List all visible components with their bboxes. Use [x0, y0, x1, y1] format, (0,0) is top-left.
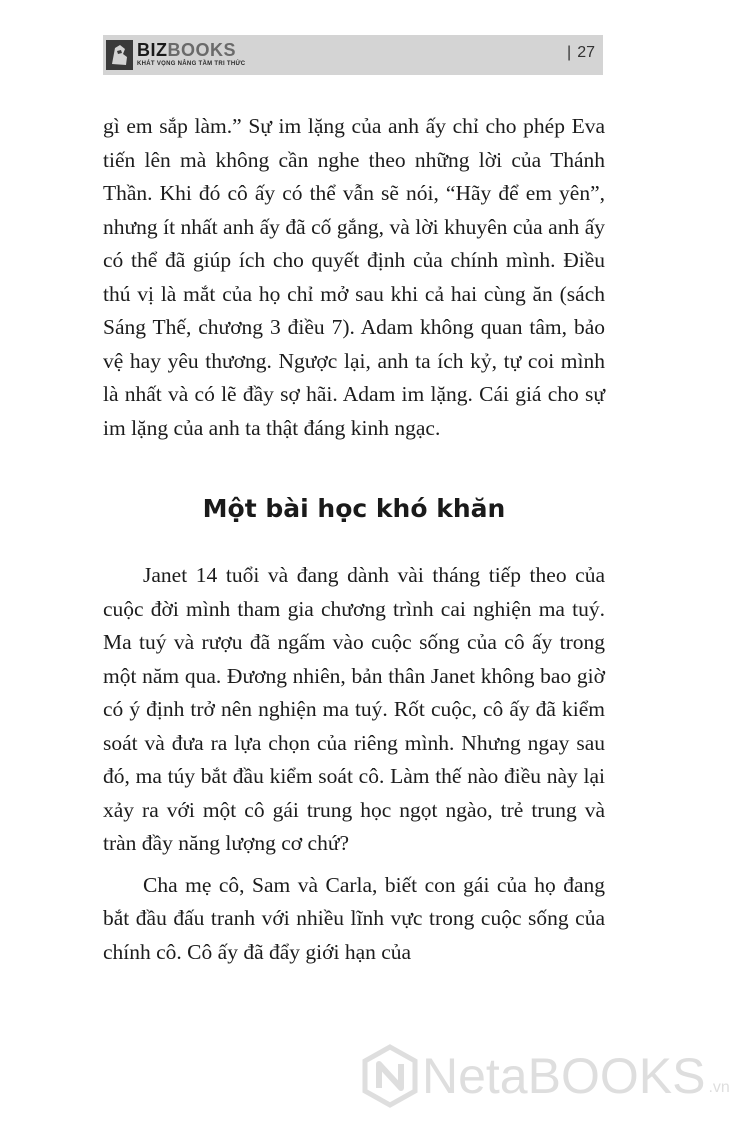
- page-content: [103, 110, 605, 969]
- body-paragraph: Janet 14 tuổi và đang dành vài tháng tiếp theo của cuộc đời mình tham gia chương trình cai nghiện ma tuý. Ma tuý và rượu đã ngấm vào cuộc sống của cô ấy trong một năm qua. Đương nhiên, bản thân Janet không bao giờ có ý định trở nên nghiện ma tuý. Rốt cuộc, cô ấy đã kiểm soát và đưa ra lựa chọn của riêng mình. Nhưng ngay sau đó, ma túy bắt đầu kiểm soát cô. Làm thế nào điều này lại xảy ra với một cô gái trung học ngọt ngào, trẻ trung và tràn đầy năng lượng cơ chứ?: [103, 563, 605, 855]
- neta-logo-icon: [362, 1045, 418, 1107]
- watermark-brand: NetaBOOKS: [422, 1048, 706, 1104]
- watermark-suffix: .vn: [708, 1079, 730, 1096]
- bizbooks-logo-icon: [106, 40, 133, 70]
- page-header: [103, 35, 603, 75]
- logo-books: BOOKS: [167, 40, 237, 60]
- body-paragraph: gì em sắp làm.” Sự im lặng của anh ấy chỉ cho phép Eva tiến lên mà không cần nghe theo những lời của Thánh Thần. Khi đó cô ấy có thể vẫn sẽ nói, “Hãy để em yên”, nhưng ít nhất anh ấy đã cố gắng, và lời khuyên của anh ấy có thể đã giúp ích cho quyết định của chính mình. Điều thú vị là mắt của họ chỉ mở sau khi cả hai cùng ăn (sách Sáng Thế, chương 3 điều 7). Adam không quan tâm, bảo vệ hay yêu thương. Ngược lại, anh ta ích kỷ, tự coi mình là nhất và có lẽ đầy sợ hãi. Adam im lặng. Cái giá cho sự im lặng của anh ta thật đáng kinh ngạc.: [103, 114, 605, 440]
- logo-biz: BIZ: [137, 40, 168, 60]
- page-number-area: [567, 44, 595, 62]
- section-heading: Một bài học khó khăn: [202, 494, 506, 523]
- page-number-separator: |: [567, 44, 572, 61]
- brand-logo-text: [137, 40, 236, 60]
- netabooks-watermark: [362, 1043, 730, 1109]
- brand-tagline: KHÁT VỌNG NÂNG TẦM TRI THỨC: [137, 61, 246, 67]
- body-paragraph: Cha mẹ cô, Sam và Carla, biết con gái của họ đang bắt đầu đấu tranh với nhiều lĩnh vực trong cuộc sống của chính cô. Cô ấy đã đẩy giới hạn của: [103, 872, 605, 964]
- page-number: 27: [577, 44, 595, 61]
